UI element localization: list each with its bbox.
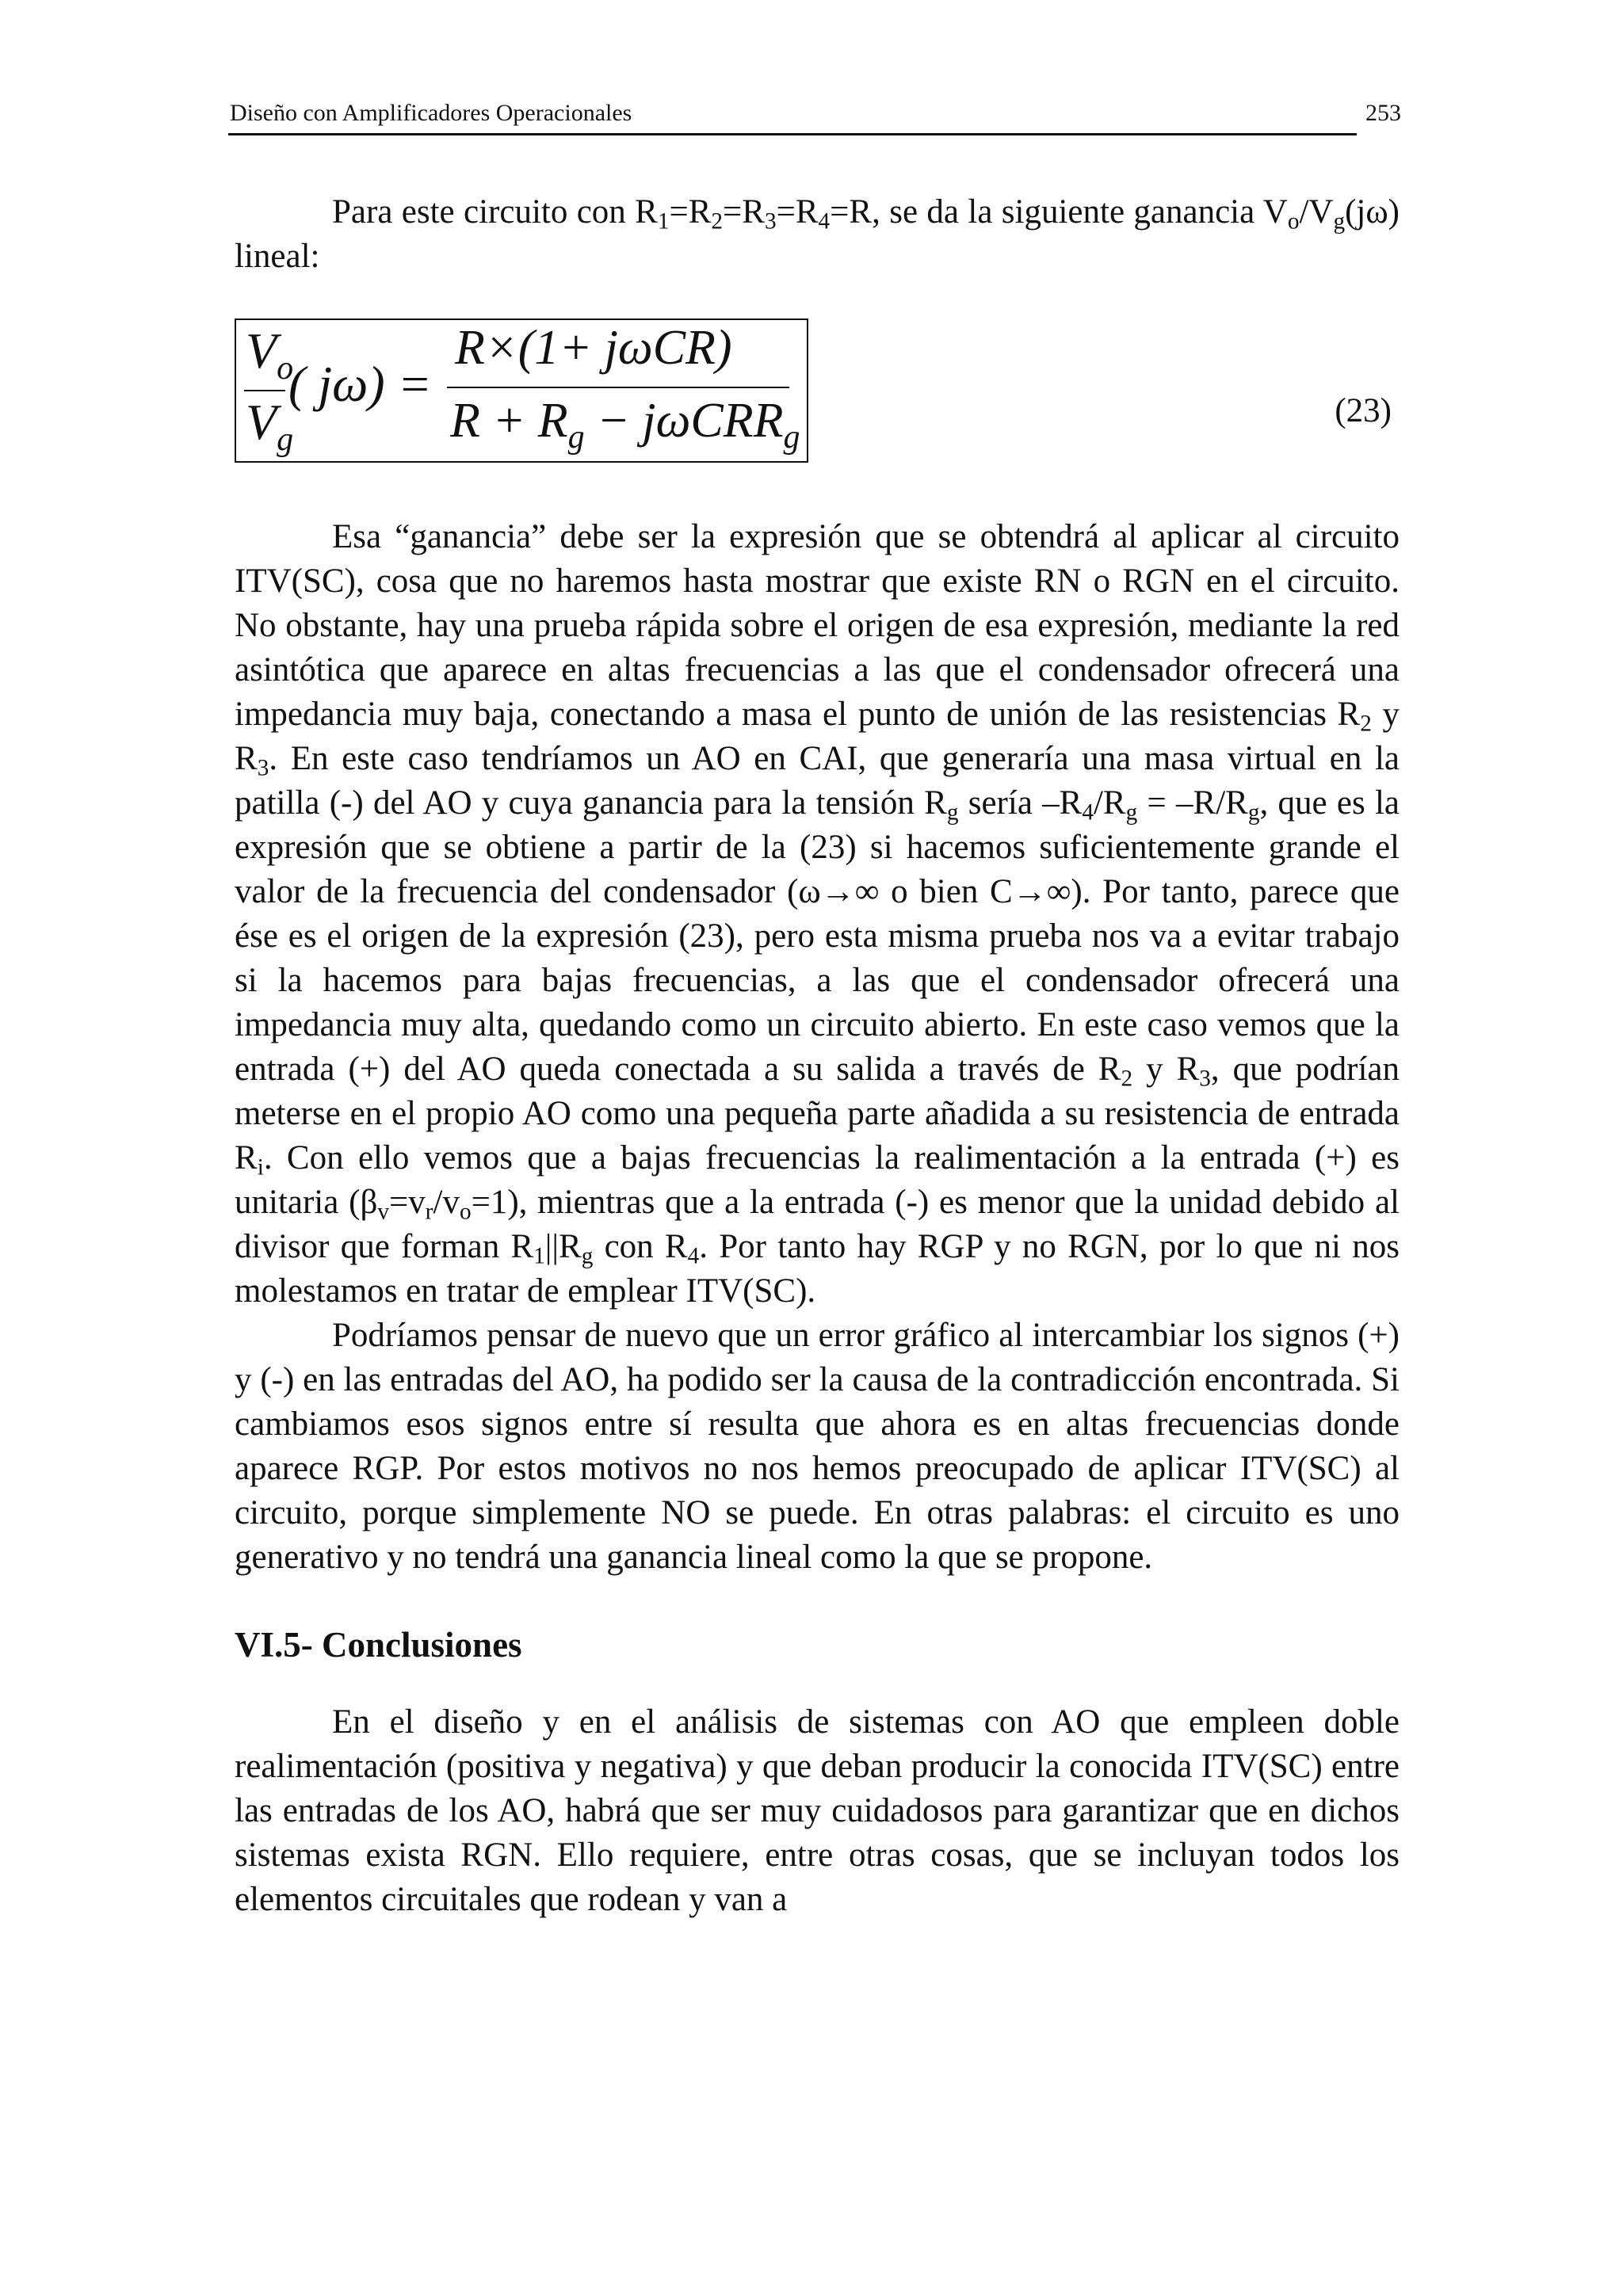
header-title: Diseño con Amplificadores Operacionales	[230, 100, 632, 126]
lhs-denominator: $V_g$	[246, 394, 294, 458]
lhs-fraction-bar	[244, 390, 285, 391]
paragraph-ganancia: Esa “ganancia” debe ser la expresión que se obtendrá al aplicar al circuito ITV(SC), cosa que no haremos hasta mostrar que existe RN o RGN en el circuito. No obstante, hay una prueba rápida sobre el origen de esa expresión, mediante la red asintótica que aparece en altas frecuencias a las que el condensador ofrecerá una impedancia muy baja, conectando a masa el punto de unión de las resistencias $R_2$ y $R_3$. En este caso tendríamos un AO en CAI, que generaría una masa virtual en la patilla (-) del AO y cuya ganancia para la tensión $R_g$ sería $-R_4/R_g = -R/R_g$, que es la expresión que se obtiene a partir de la (23) si hacemos suficientemente grande el valor de la frecuencia del condensador (ω→∞ o bien C→∞). Por tanto, parece que ése es el origen de la expresión (23), pero esta misma prueba nos va a evitar trabajo si la hacemos para bajas frecuencias, a las que el condensador ofrecerá una impedancia muy alta, quedando como un circuito abierto. En este caso vemos que la entrada (+) del AO queda conectada a su salida a través de $R_2$ y $R_3$, que podrían meterse en el propio AO como una pequeña parte añadida a su resistencia de entrada $R_i$. Con ello vemos que a bajas frecuencias la realimentación a la entrada (+) es unitaria $(\beta_v=v_r/v_o=1)$, mientras que a la entrada (-) es menor que la unidad debido al divisor que forman $R_1||R_g$ con $R_4$. Por tanto hay RGP y no RGN, por lo que ni nos molestamos en tratar de emplear ITV(SC).	[235, 518, 1400, 1310]
equation-box	[235, 318, 808, 463]
paragraph-conclusiones: En el diseño y en el análisis de sistemas con AO que empleen doble realimentación (positiva y negativa) y que deban producir la conocida ITV(SC) entre las entradas de los AO, habrá que ser muy cuidadosos para garantizar que en dichos sistemas exista RGN. Ello requiere, entre otras cosas, que se incluyan todos los elementos circuitales que rodean y van a	[235, 1703, 1400, 1918]
running-header	[228, 93, 1401, 135]
section-heading: VI.5- Conclusiones	[235, 1625, 522, 1665]
intro-paragraph: Para este circuito con $R_1=R_2=R_3=R_4=R$, se da la siguiente ganancia $V_o/V_g(j\omega)$ lineal:	[235, 193, 1400, 275]
lhs-argument: ( jω) =	[288, 356, 432, 412]
paragraph-error-grafico: Podríamos pensar de nuevo que un error gráfico al intercambiar los signos (+) y (-) en las entradas del AO, ha podido ser la causa de la contradicción encontrada. Si cambiamos esos signos entre sí resulta que ahora es en altas frecuencias donde aparece RGP. Por estos motivos no nos hemos preocupado de aplicar ITV(SC) al circuito, porque simplemente NO se puede. En otras palabras: el circuito es uno generativo y no tendrá una ganancia lineal como la que se propone.	[235, 1317, 1400, 1576]
rhs-fraction-bar	[447, 387, 789, 388]
page-number: 253	[1365, 100, 1401, 126]
equation-23	[235, 318, 1400, 469]
page-body	[235, 190, 1400, 1922]
rhs-numerator: R×(1+ jωCR)	[455, 321, 732, 375]
equation-number: (23)	[1335, 392, 1392, 429]
lhs-numerator: $V_o$	[246, 322, 294, 387]
rhs-denominator: $R + R_g - j\omega CRR_g$	[450, 394, 800, 456]
